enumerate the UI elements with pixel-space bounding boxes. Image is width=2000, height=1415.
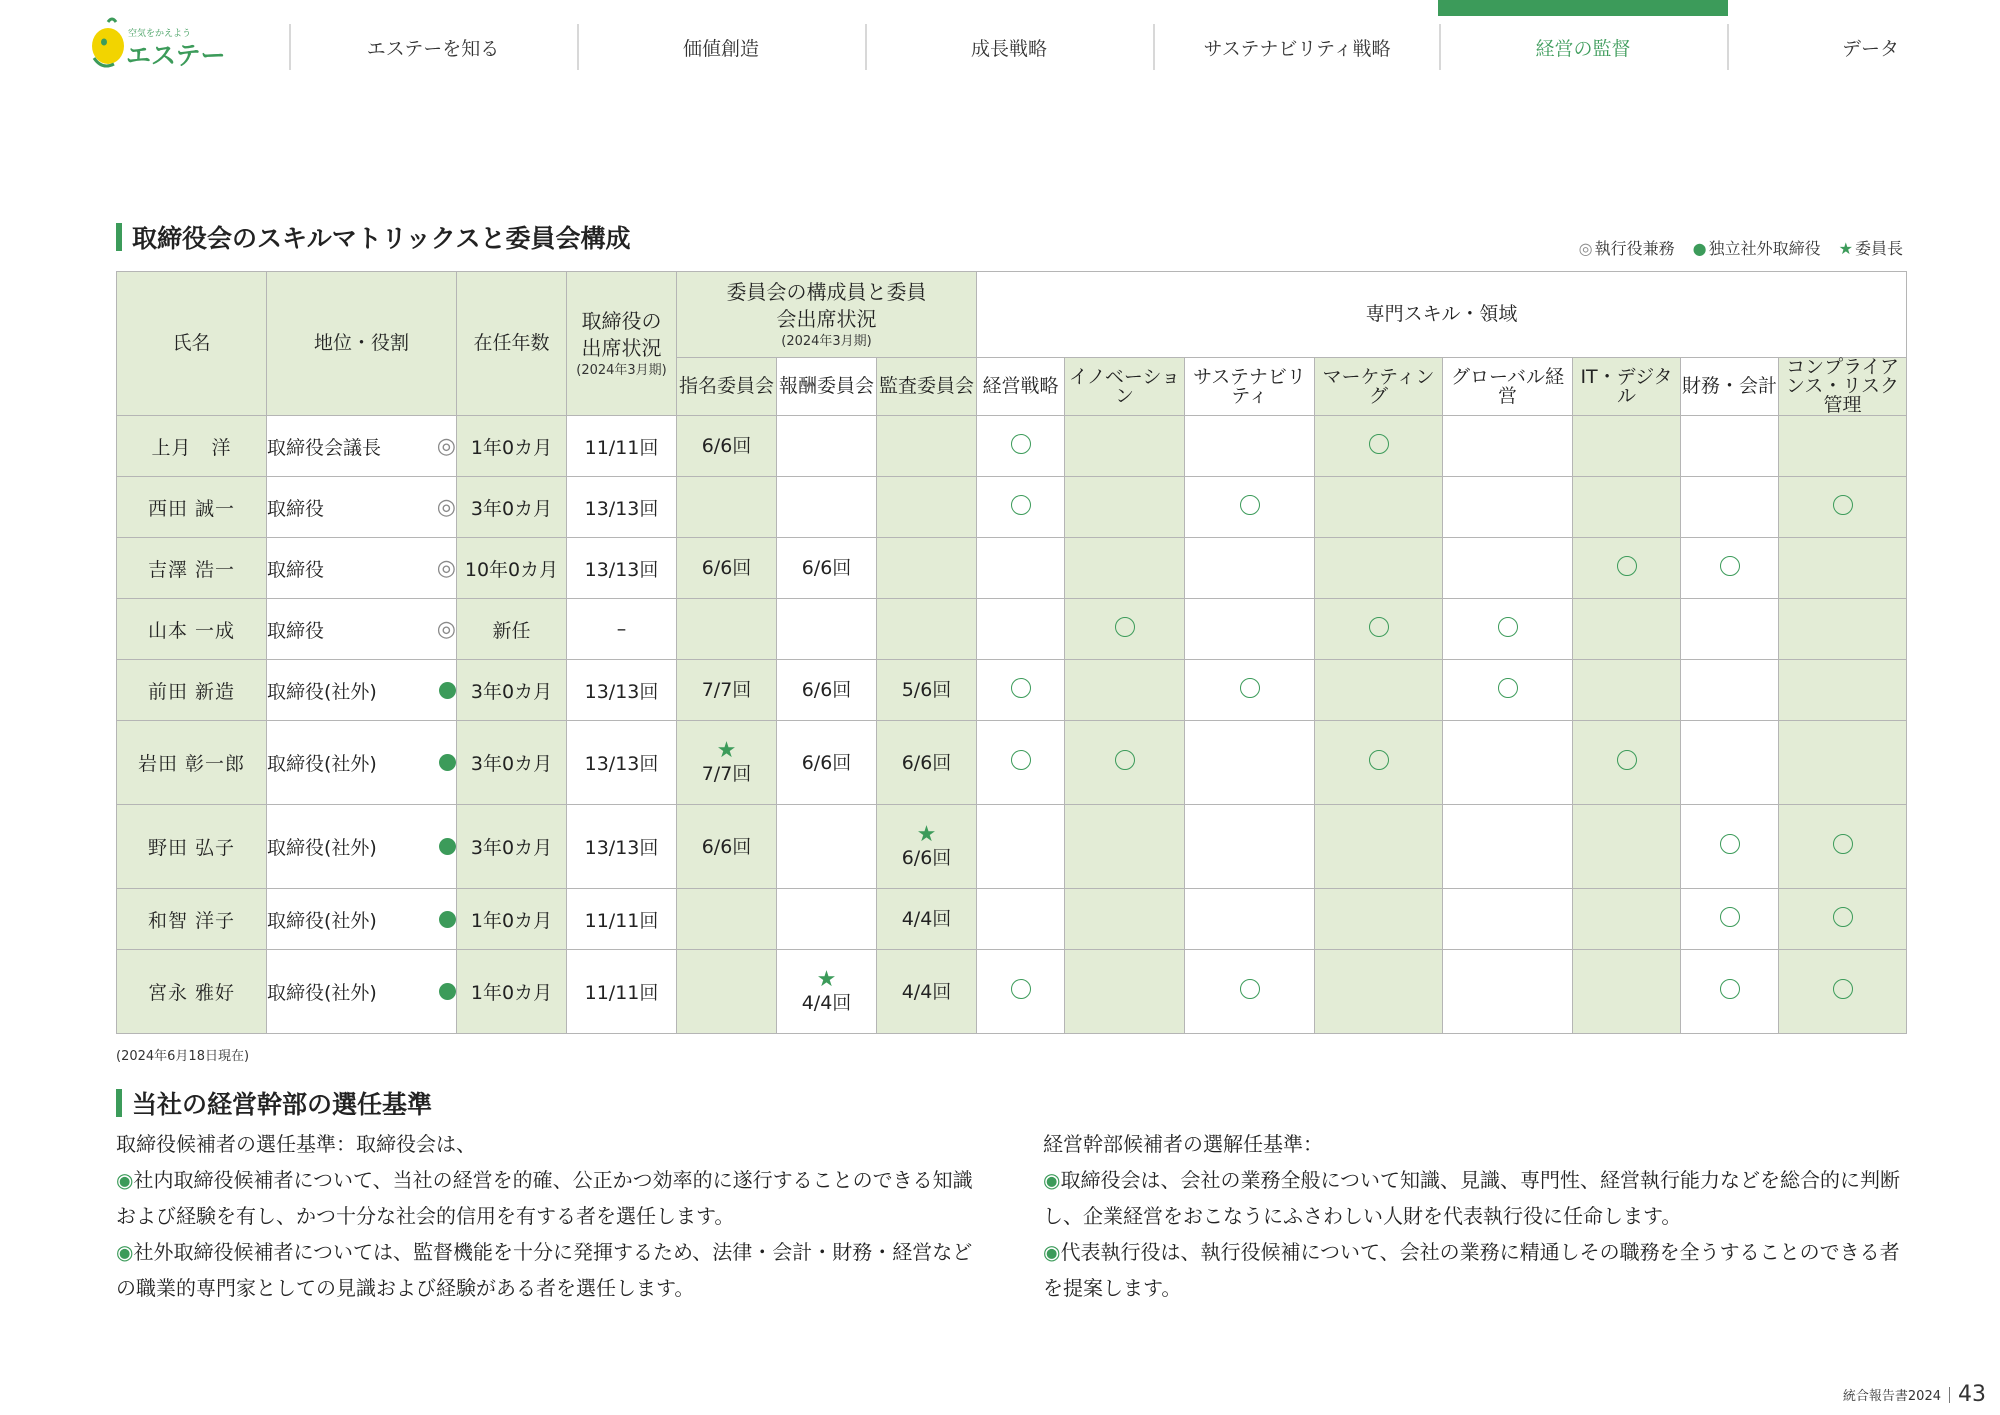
- director-name: 上月 洋: [117, 416, 267, 477]
- nav-label: 経営の監督: [1535, 37, 1631, 60]
- attendance-cell: 13/13回: [567, 721, 677, 805]
- role-label: 取締役(社外): [267, 909, 377, 932]
- criteria-bullet: [116, 1234, 986, 1306]
- committee-attendance: 5/6回: [901, 679, 952, 701]
- heading-accent-bar: [116, 1089, 122, 1117]
- committee-cell: [777, 950, 877, 1034]
- role-wrapper: [267, 555, 456, 582]
- nav-item-value-creation[interactable]: [577, 24, 865, 70]
- skill-cell: [1573, 660, 1681, 721]
- committee-cell: [877, 889, 977, 950]
- director-role: [267, 538, 457, 599]
- skill-cell: [977, 805, 1065, 889]
- executive-officer-icon: ◎: [436, 616, 456, 642]
- committee-attendance: 6/6回: [901, 751, 952, 774]
- committee-cell: [677, 660, 777, 721]
- report-title: 統合報告書2024: [1842, 1389, 1941, 1404]
- skill-cell: [1443, 660, 1573, 721]
- skill-cell: [1443, 416, 1573, 477]
- filled-dot-icon: ●: [1692, 239, 1707, 258]
- committee-cell: [777, 538, 877, 599]
- as-of-date-note: (2024年6月18日現在): [116, 1049, 250, 1064]
- committee-attendance: 6/6回: [701, 835, 752, 858]
- criteria-text: 代表執行役は、執行役候補について、会社の業務に精通しその職務を全うすることのできる者を提案します。: [1043, 1240, 1900, 1300]
- nav-label: 成長戦略: [970, 37, 1047, 60]
- committee-cell: [877, 538, 977, 599]
- header-attendance-period: (2024年3月期): [576, 362, 667, 378]
- matrix-body: [117, 416, 1907, 1034]
- skill-cell: [1681, 721, 1779, 805]
- committee-cell: [877, 950, 977, 1034]
- legend-label: 独立社外取締役: [1708, 239, 1821, 258]
- bullet-icon: ◉: [1043, 1168, 1061, 1192]
- skill-cell: [1779, 721, 1907, 805]
- skill-cell: [1065, 805, 1185, 889]
- attendance-cell: 13/13回: [567, 660, 677, 721]
- heading-accent-bar: [116, 223, 122, 251]
- header-attendance-label: 取締役の出席状況: [581, 308, 662, 360]
- skill-cell: [1065, 660, 1185, 721]
- skill-cell: [1065, 889, 1185, 950]
- skill-cell: [1065, 477, 1185, 538]
- role-wrapper: [267, 494, 456, 521]
- committee-attendance: 6/6回: [801, 679, 852, 701]
- skill-cell: [1315, 538, 1443, 599]
- skill-cell: [1315, 477, 1443, 538]
- bullet-icon: ◉: [116, 1240, 134, 1264]
- header-skill-4: グローバル経営: [1443, 358, 1573, 416]
- committee-attendance: 4/4回: [901, 980, 952, 1003]
- skill-cell: [1443, 538, 1573, 599]
- criteria-text: 社外取締役候補者については、監督機能を十分に発揮するため、法律・会計・財務・経営などの職業的専門家としての見識および経験がある者を選任します。: [116, 1240, 973, 1300]
- skill-cell: [1185, 721, 1315, 805]
- header-committee-1: 報酬委員会: [777, 358, 877, 416]
- skill-cell: [1443, 599, 1573, 660]
- independent-director-icon: [439, 682, 456, 699]
- page-number: 43: [1958, 1382, 1986, 1407]
- nav-label: サステナビリティ戦略: [1203, 37, 1391, 60]
- chair-star-icon: ★: [916, 821, 937, 847]
- committee-cell: [677, 599, 777, 660]
- skill-cell: [1065, 538, 1185, 599]
- legend-item-chair: [1839, 236, 1903, 259]
- section-heading-skill-matrix: [116, 219, 631, 255]
- director-row: [117, 477, 1907, 538]
- director-row: [117, 721, 1907, 805]
- skill-cell: [1681, 416, 1779, 477]
- director-role: [267, 721, 457, 805]
- director-name: 西田 誠一: [117, 477, 267, 538]
- skill-cell: [1315, 805, 1443, 889]
- header-committee-2: 監査委員会: [877, 358, 977, 416]
- director-role: [267, 660, 457, 721]
- skill-cell: [1573, 599, 1681, 660]
- role-label: 取締役(社外): [267, 982, 377, 1004]
- criteria-text: 取締役会は、会社の業務全般について知識、見識、専門性、経営執行能力などを総合的に判断し、企業経営をおこなうにふさわしい人財を代表執行役に任命します。: [1043, 1168, 1901, 1228]
- committee-cell: [877, 805, 977, 889]
- skill-cell: [1779, 477, 1907, 538]
- committee-cell: [777, 599, 877, 660]
- tenure-cell: 3年0カ月: [457, 721, 567, 805]
- skill-cell: [1315, 889, 1443, 950]
- attendance-cell: 13/13回: [567, 477, 677, 538]
- header-skill-6: 財務・会計: [1681, 358, 1779, 416]
- star-icon: ★: [1838, 239, 1853, 258]
- nav-item-sustainability[interactable]: [1153, 24, 1441, 70]
- skill-cell: [1443, 805, 1573, 889]
- committee-cell: [677, 721, 777, 805]
- committee-cell: [877, 660, 977, 721]
- legend: [1579, 236, 1903, 259]
- criteria-bullet: [116, 1162, 986, 1234]
- executive-selection-criteria: [1043, 1126, 1913, 1306]
- header-committee-group: [677, 272, 977, 358]
- chair-star-icon: ★: [716, 737, 737, 763]
- attendance-cell: 13/13回: [567, 805, 677, 889]
- committee-cell: [677, 805, 777, 889]
- skill-circle-icon: [1369, 617, 1389, 637]
- skill-cell: [1065, 950, 1185, 1034]
- role-wrapper: [267, 906, 456, 933]
- role-label: 取締役(社外): [267, 837, 377, 859]
- skill-cell: [977, 477, 1065, 538]
- skill-cell: [1185, 477, 1315, 538]
- executive-officer-icon: ◎: [436, 555, 456, 581]
- svg-text:エステー: エステー: [126, 41, 226, 70]
- header-skill-3: マーケティング: [1315, 358, 1443, 416]
- director-role: [267, 950, 457, 1034]
- attendance-cell: 11/11回: [567, 889, 677, 950]
- skill-circle-icon: [1369, 750, 1389, 770]
- skill-circle-icon: [1115, 617, 1135, 637]
- skill-cell: [1573, 950, 1681, 1034]
- committee-cell: [677, 950, 777, 1034]
- executive-officer-icon: ◎: [436, 494, 456, 520]
- skill-circle-icon: [1011, 495, 1031, 515]
- nav-label: データ: [1841, 37, 1899, 60]
- role-wrapper: [267, 978, 456, 1005]
- committee-cell: [677, 416, 777, 477]
- skill-cell: [1573, 721, 1681, 805]
- bullet-icon: ◉: [1043, 1240, 1061, 1264]
- header-skill-1: イノベーション: [1065, 358, 1185, 416]
- criteria-text: 社内取締役候補者について、当社の経営を的確、公正かつ効率的に遂行することのできる知識および経験を有し、かつ十分な社会的信用を有する者を選任します。: [116, 1168, 973, 1228]
- skill-cell: [1779, 538, 1907, 599]
- skill-circle-icon: [1115, 750, 1135, 770]
- header-skill-group: 専門スキル・領域: [977, 272, 1907, 358]
- role-wrapper: [267, 677, 456, 704]
- tenure-cell: 1年0カ月: [457, 889, 567, 950]
- tenure-cell: 3年0カ月: [457, 805, 567, 889]
- nav-label: 価値創造: [682, 37, 759, 60]
- legend-label: 委員長: [1854, 239, 1903, 258]
- skill-circle-icon: [1011, 750, 1031, 770]
- logo-mark: [88, 14, 228, 76]
- skill-circle-icon: [1720, 979, 1740, 999]
- director-name: 宮永 雅好: [117, 950, 267, 1034]
- top-navigation: [0, 0, 2000, 92]
- header-committee-label: 委員会の構成員と委員会出席状況: [726, 279, 927, 331]
- attendance-cell: 11/11回: [567, 416, 677, 477]
- page-footer: [1843, 1382, 1986, 1407]
- director-row: [117, 599, 1907, 660]
- committee-attendance: 4/4回: [901, 908, 952, 930]
- header-skill-7: コンプライアンス・リスク管理: [1779, 358, 1907, 416]
- committee-cell: [877, 416, 977, 477]
- skill-matrix-table: [116, 271, 1907, 1034]
- committee-cell: [777, 721, 877, 805]
- skill-cell: [1681, 889, 1779, 950]
- skill-cell: [1185, 538, 1315, 599]
- skill-circle-icon: [1011, 434, 1031, 454]
- skill-cell: [1573, 538, 1681, 599]
- skill-circle-icon: [1011, 678, 1031, 698]
- skill-cell: [1443, 721, 1573, 805]
- double-circle-icon: ◎: [1578, 239, 1593, 258]
- skill-cell: [1065, 721, 1185, 805]
- chair-star-icon: ★: [816, 966, 837, 992]
- header-committee-period: (2024年3月期): [781, 333, 872, 349]
- skill-circle-icon: [1720, 556, 1740, 576]
- header-skill-0: 経営戦略: [977, 358, 1065, 416]
- skill-cell: [1779, 805, 1907, 889]
- role-label: 取締役会議長: [267, 436, 382, 459]
- header-committee-0: 指名委員会: [677, 358, 777, 416]
- skill-circle-icon: [1498, 678, 1518, 698]
- committee-cell: [877, 721, 977, 805]
- skill-cell: [1681, 538, 1779, 599]
- director-role: [267, 416, 457, 477]
- director-row: [117, 538, 1907, 599]
- committee-attendance: 6/6回: [801, 557, 852, 579]
- criteria-intro: 経営幹部候補者の選解任基準：: [1043, 1132, 1323, 1156]
- nav-label: エステーを知る: [366, 37, 500, 60]
- independent-director-icon: [439, 911, 456, 928]
- skill-cell: [1681, 599, 1779, 660]
- skill-circle-icon: [1240, 495, 1260, 515]
- director-name: 野田 弘子: [117, 805, 267, 889]
- tenure-cell: 10年0カ月: [457, 538, 567, 599]
- skill-cell: [1065, 416, 1185, 477]
- committee-cell: [777, 416, 877, 477]
- skill-cell: [1185, 416, 1315, 477]
- tenure-cell: 3年0カ月: [457, 660, 567, 721]
- committee-cell: [877, 477, 977, 538]
- company-logo[interactable]: [88, 14, 228, 76]
- director-role: [267, 889, 457, 950]
- skill-circle-icon: [1240, 979, 1260, 999]
- committee-attendance: 7/7回: [701, 762, 752, 785]
- committee-cell: [777, 477, 877, 538]
- skill-cell: [1185, 950, 1315, 1034]
- committee-cell: [677, 889, 777, 950]
- skill-cell: [1185, 599, 1315, 660]
- skill-cell: [1315, 721, 1443, 805]
- skill-cell: [1779, 416, 1907, 477]
- skill-cell: [1315, 950, 1443, 1034]
- director-row: [117, 805, 1907, 889]
- attendance-cell: 13/13回: [567, 538, 677, 599]
- attendance-cell: –: [567, 599, 677, 660]
- criteria-intro: 取締役候補者の選任基準：取締役会は、: [116, 1132, 476, 1156]
- tenure-cell: 1年0カ月: [457, 416, 567, 477]
- skill-circle-icon: [1369, 434, 1389, 454]
- legend-item-independent: [1693, 236, 1821, 259]
- director-name: 岩田 彰一郎: [117, 721, 267, 805]
- skill-circle-icon: [1498, 617, 1518, 637]
- tenure-cell: 3年0カ月: [457, 477, 567, 538]
- skill-cell: [1443, 889, 1573, 950]
- skill-circle-icon: [1011, 979, 1031, 999]
- skill-cell: [1315, 416, 1443, 477]
- independent-director-icon: [439, 754, 456, 771]
- skill-cell: [977, 889, 1065, 950]
- header-role: 地位・役割: [267, 272, 457, 416]
- skill-cell: [1573, 416, 1681, 477]
- skill-cell: [1681, 477, 1779, 538]
- skill-cell: [1779, 599, 1907, 660]
- skill-cell: [1185, 660, 1315, 721]
- role-wrapper: [267, 433, 456, 460]
- skill-cell: [1681, 805, 1779, 889]
- skill-cell: [1443, 950, 1573, 1034]
- director-selection-criteria: [116, 1126, 986, 1306]
- director-role: [267, 599, 457, 660]
- skill-circle-icon: [1833, 834, 1853, 854]
- skill-cell: [1443, 477, 1573, 538]
- independent-director-icon: [439, 983, 456, 1000]
- nav-item-data[interactable]: [1727, 24, 1987, 70]
- committee-attendance: 6/6回: [801, 751, 852, 774]
- director-name: 吉澤 浩一: [117, 538, 267, 599]
- skill-cell: [1315, 660, 1443, 721]
- skill-circle-icon: [1240, 678, 1260, 698]
- skill-circle-icon: [1617, 556, 1637, 576]
- skill-cell: [977, 538, 1065, 599]
- committee-cell: [777, 660, 877, 721]
- role-wrapper: [267, 616, 456, 643]
- skill-cell: [977, 721, 1065, 805]
- skill-circle-icon: [1833, 979, 1853, 999]
- header-attendance: [567, 272, 677, 416]
- role-label: 取締役(社外): [267, 753, 377, 775]
- skill-cell: [1681, 950, 1779, 1034]
- committee-attendance: 6/6回: [901, 846, 952, 869]
- role-label: 取締役: [267, 619, 325, 642]
- skill-cell: [1681, 660, 1779, 721]
- skill-cell: [1573, 889, 1681, 950]
- skill-cell: [1573, 477, 1681, 538]
- tenure-cell: 新任: [457, 599, 567, 660]
- committee-attendance: 6/6回: [701, 435, 752, 457]
- role-label: 取締役: [267, 558, 325, 581]
- committee-cell: [777, 889, 877, 950]
- bullet-icon: ◉: [116, 1168, 134, 1192]
- skill-circle-icon: [1720, 907, 1740, 927]
- skill-cell: [1573, 805, 1681, 889]
- skill-cell: [1779, 950, 1907, 1034]
- role-wrapper: [267, 749, 456, 776]
- director-row: [117, 660, 1907, 721]
- criteria-bullet: [1043, 1162, 1913, 1234]
- skill-circle-icon: [1833, 907, 1853, 927]
- role-label: 取締役: [267, 497, 325, 520]
- skill-cell: [1779, 889, 1907, 950]
- legend-label: 執行役兼務: [1594, 239, 1675, 258]
- role-label: 取締役(社外): [267, 680, 377, 703]
- skill-circle-icon: [1720, 834, 1740, 854]
- director-role: [267, 805, 457, 889]
- director-name: 前田 新造: [117, 660, 267, 721]
- committee-attendance: 4/4回: [801, 991, 852, 1014]
- svg-text:空気をかえよう: 空気をかえよう: [128, 29, 192, 39]
- header-skill-2: サステナビリティ: [1185, 358, 1315, 416]
- director-row: [117, 416, 1907, 477]
- director-row: [117, 889, 1907, 950]
- nav-item-growth-strategy[interactable]: [865, 24, 1153, 70]
- director-name: 和智 洋子: [117, 889, 267, 950]
- skill-circle-icon: [1833, 495, 1853, 515]
- header-skill-5: IT・デジタル: [1573, 358, 1681, 416]
- committee-cell: [777, 805, 877, 889]
- independent-director-icon: [439, 838, 456, 855]
- nav-item-governance[interactable]: [1439, 24, 1727, 70]
- skill-cell: [977, 416, 1065, 477]
- director-row: [117, 950, 1907, 1034]
- committee-cell: [677, 538, 777, 599]
- committee-cell: [877, 599, 977, 660]
- nav-item-about[interactable]: [289, 24, 577, 70]
- skill-cell: [1185, 805, 1315, 889]
- attendance-cell: 11/11回: [567, 950, 677, 1034]
- footer-divider: [1949, 1387, 1950, 1403]
- header-tenure: 在任年数: [457, 272, 567, 416]
- nav-active-indicator: [1438, 0, 1728, 16]
- committee-attendance: 6/6回: [701, 557, 752, 579]
- section-heading-selection-criteria: [116, 1085, 432, 1121]
- executive-officer-icon: ◎: [436, 433, 456, 459]
- skill-cell: [977, 599, 1065, 660]
- skill-cell: [1065, 599, 1185, 660]
- tenure-cell: 1年0カ月: [457, 950, 567, 1034]
- criteria-bullet: [1043, 1234, 1913, 1306]
- role-wrapper: [267, 833, 456, 860]
- director-role: [267, 477, 457, 538]
- skill-cell: [977, 660, 1065, 721]
- skill-circle-icon: [1617, 750, 1637, 770]
- skill-cell: [977, 950, 1065, 1034]
- heading-text: 取締役会のスキルマトリックスと委員会構成: [132, 224, 631, 253]
- heading-text: 当社の経営幹部の選任基準: [132, 1090, 433, 1119]
- skill-cell: [1185, 889, 1315, 950]
- skill-cell: [1779, 660, 1907, 721]
- header-name: 氏名: [117, 272, 267, 416]
- committee-cell: [677, 477, 777, 538]
- committee-attendance: 7/7回: [701, 679, 752, 701]
- skill-cell: [1315, 599, 1443, 660]
- director-name: 山本 一成: [117, 599, 267, 660]
- legend-item-executive: [1579, 236, 1675, 259]
